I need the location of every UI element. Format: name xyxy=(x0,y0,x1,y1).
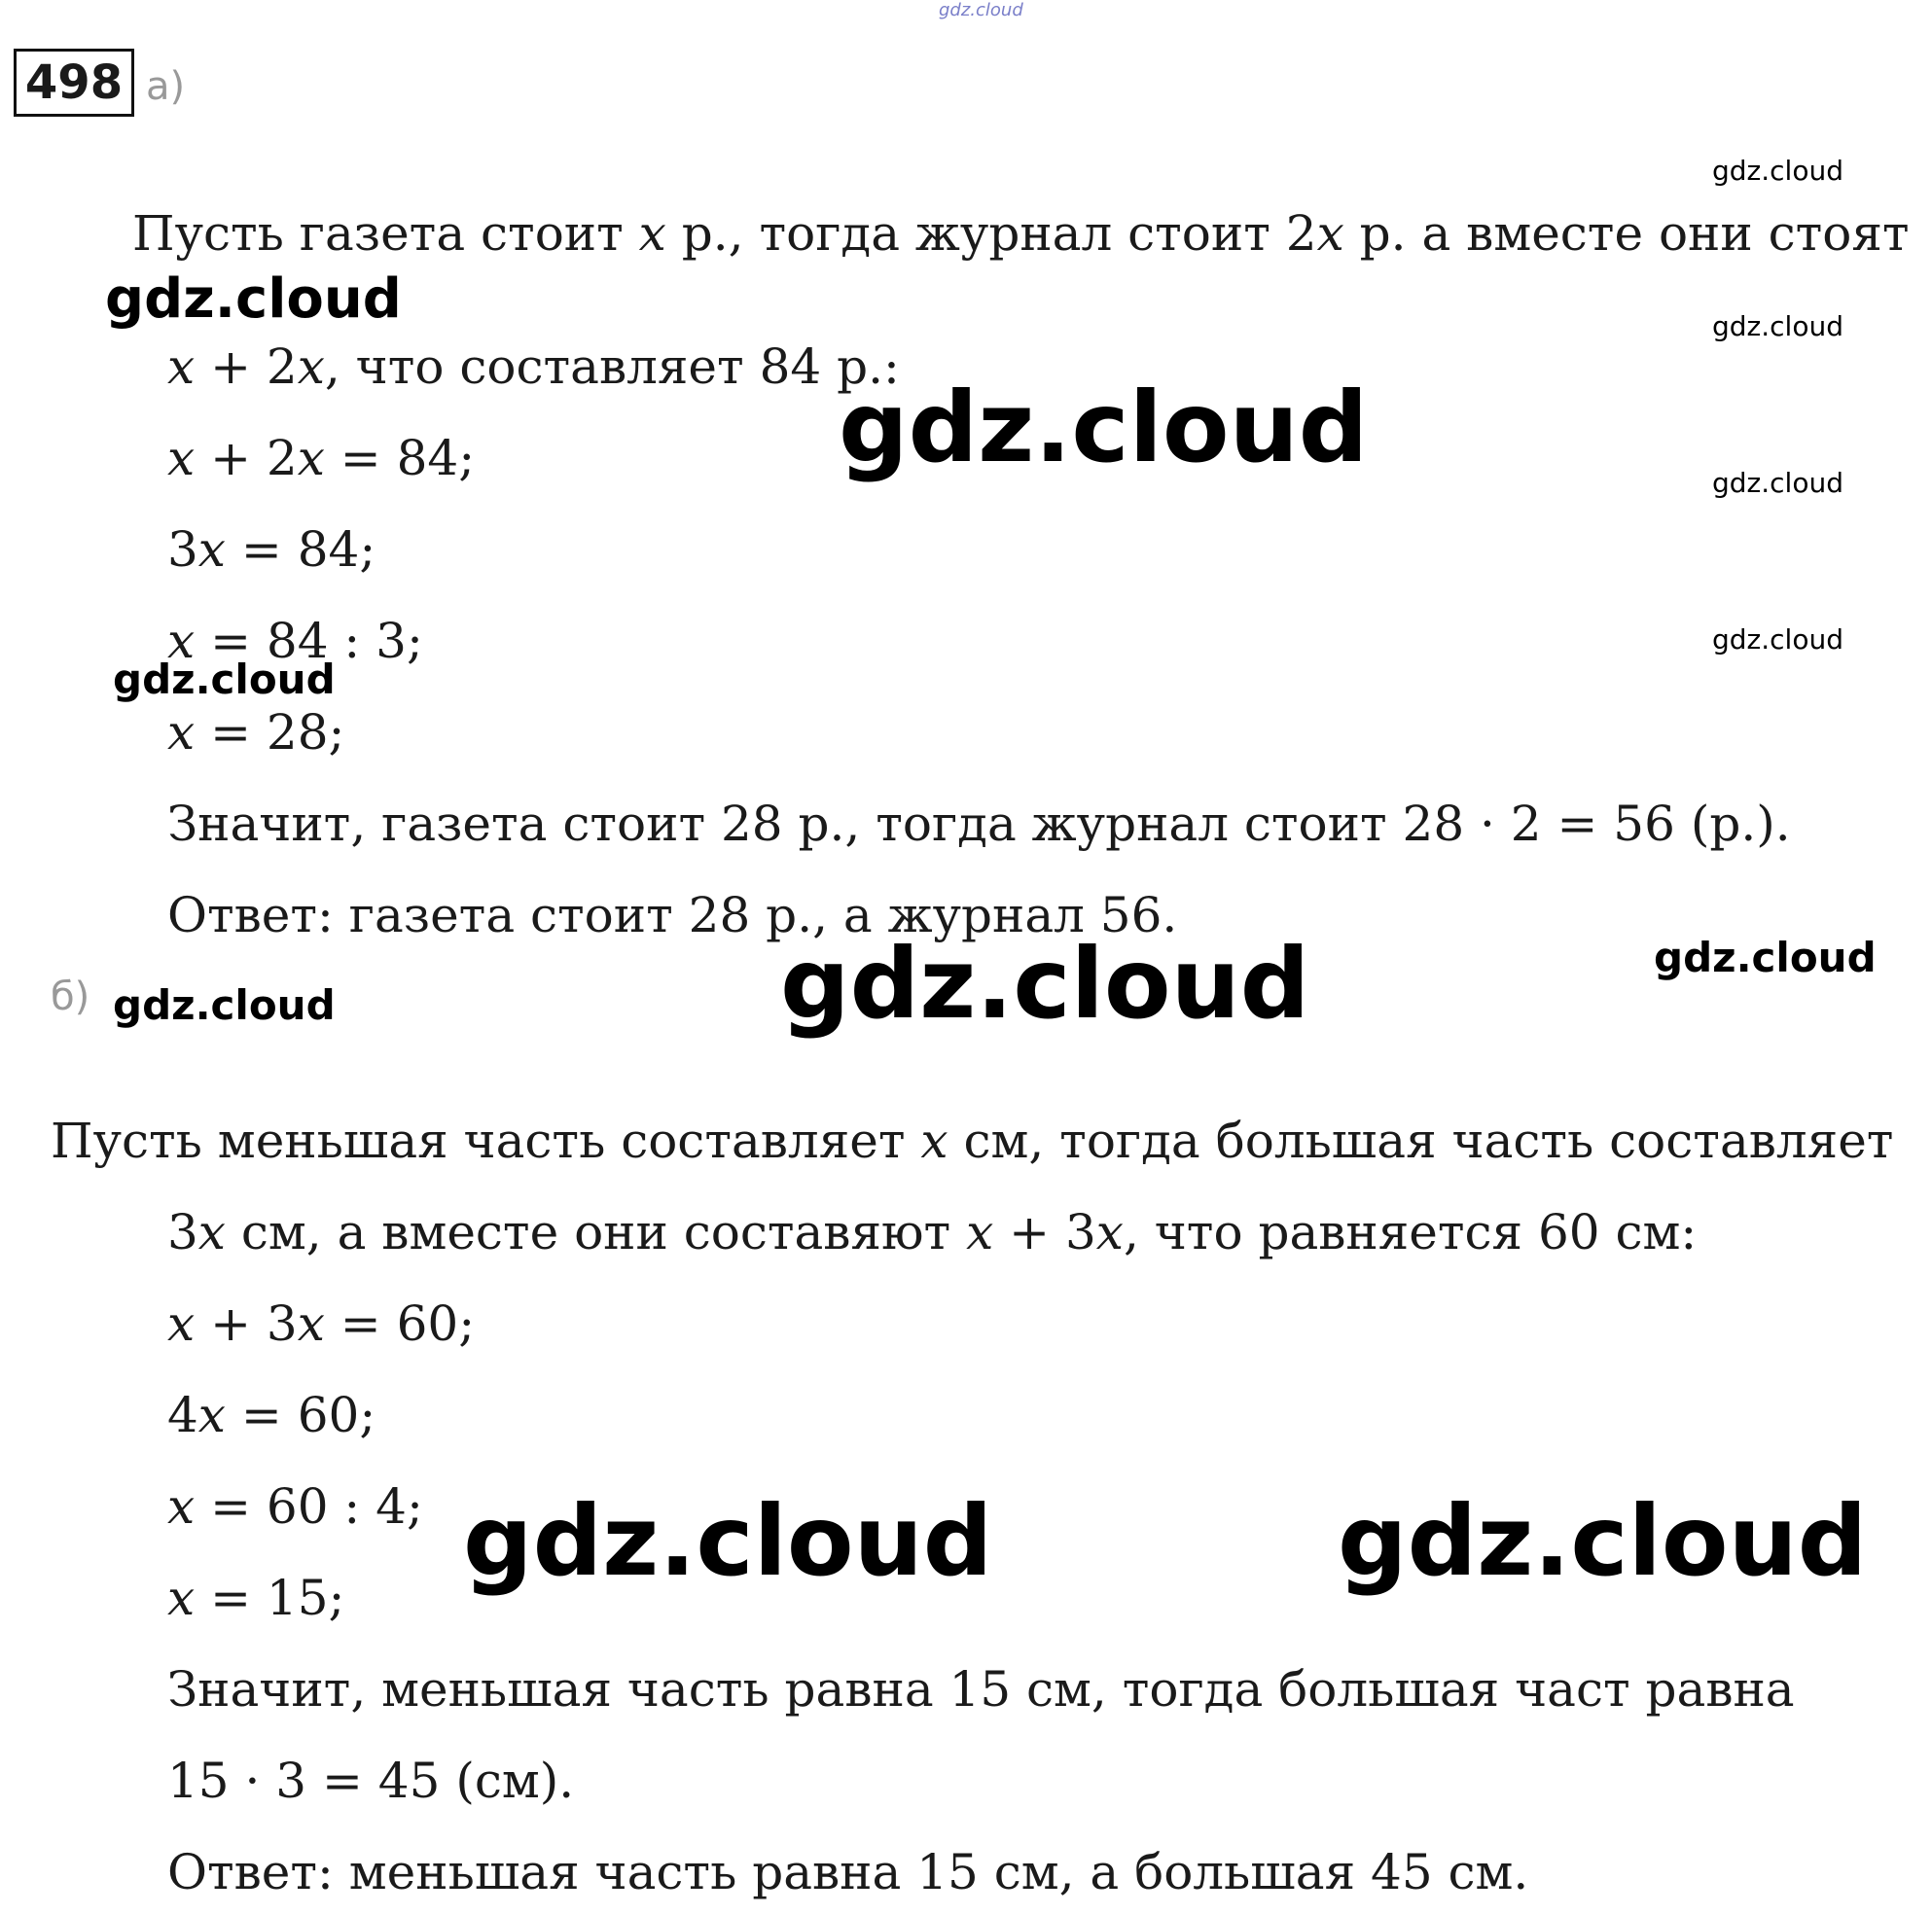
part-a-line-5: 𝑥 = 84 : 3; xyxy=(167,613,423,669)
part-b-line-5: 𝑥 = 60 : 4; xyxy=(167,1478,423,1535)
part-b-line-3: 𝑥 + 3𝑥 = 60; xyxy=(167,1295,476,1352)
watermark: gdz.cloud xyxy=(1712,623,1843,656)
part-b-label: б) xyxy=(51,975,90,1019)
watermark: gdz.cloud xyxy=(1338,1484,1868,1598)
watermark: gdz.cloud xyxy=(939,0,1023,20)
part-a-line-1: Пусть газета стоит 𝑥 р., тогда журнал стоит 2𝑥 р. а вместе они стоят xyxy=(132,205,1910,262)
watermark: gdz.cloud xyxy=(113,656,336,703)
watermark: gdz.cloud xyxy=(780,927,1310,1041)
part-b-line-2: 3𝑥 см, а вместе они составяют 𝑥 + 3𝑥, что равняется 60 см: xyxy=(167,1204,1698,1260)
part-a-line-7: Значит, газета стоит 28 р., тогда журнал стоит 28 · 2 = 56 (р.). xyxy=(167,796,1791,852)
part-b-line-1: Пусть меньшая часть составляет 𝑥 см, тогда большая часть составляет xyxy=(51,1113,1894,1169)
watermark: gdz.cloud xyxy=(1654,934,1877,981)
part-a-line-8: Ответ: газета стоит 28 р., а журнал 56. xyxy=(167,887,1178,943)
watermark: gdz.cloud xyxy=(105,267,402,331)
part-a-line-2: 𝑥 + 2𝑥, что составляет 84 р.: xyxy=(167,338,900,395)
watermark: gdz.cloud xyxy=(463,1484,993,1598)
watermark: gdz.cloud xyxy=(839,371,1369,484)
part-b-line-6: 𝑥 = 15; xyxy=(167,1570,345,1626)
part-b-line-8: 15 · 3 = 45 (см). xyxy=(167,1753,575,1809)
watermark: gdz.cloud xyxy=(1712,310,1843,342)
problem-number: 498 xyxy=(14,49,134,117)
part-a-line-4: 3𝑥 = 84; xyxy=(167,521,376,578)
part-a-label: а) xyxy=(146,64,186,109)
part-b-line-9: Ответ: меньшая часть равна 15 см, а большая 45 см. xyxy=(167,1844,1529,1900)
part-a-line-3: 𝑥 + 2𝑥 = 84; xyxy=(167,430,476,486)
part-a-line-6: 𝑥 = 28; xyxy=(167,704,345,761)
watermark: gdz.cloud xyxy=(1712,155,1843,187)
watermark: gdz.cloud xyxy=(113,981,336,1029)
part-b-line-7: Значит, меньшая часть равна 15 см, тогда большая част равна xyxy=(167,1661,1795,1718)
part-b-line-4: 4𝑥 = 60; xyxy=(167,1387,376,1443)
watermark: gdz.cloud xyxy=(1712,467,1843,499)
